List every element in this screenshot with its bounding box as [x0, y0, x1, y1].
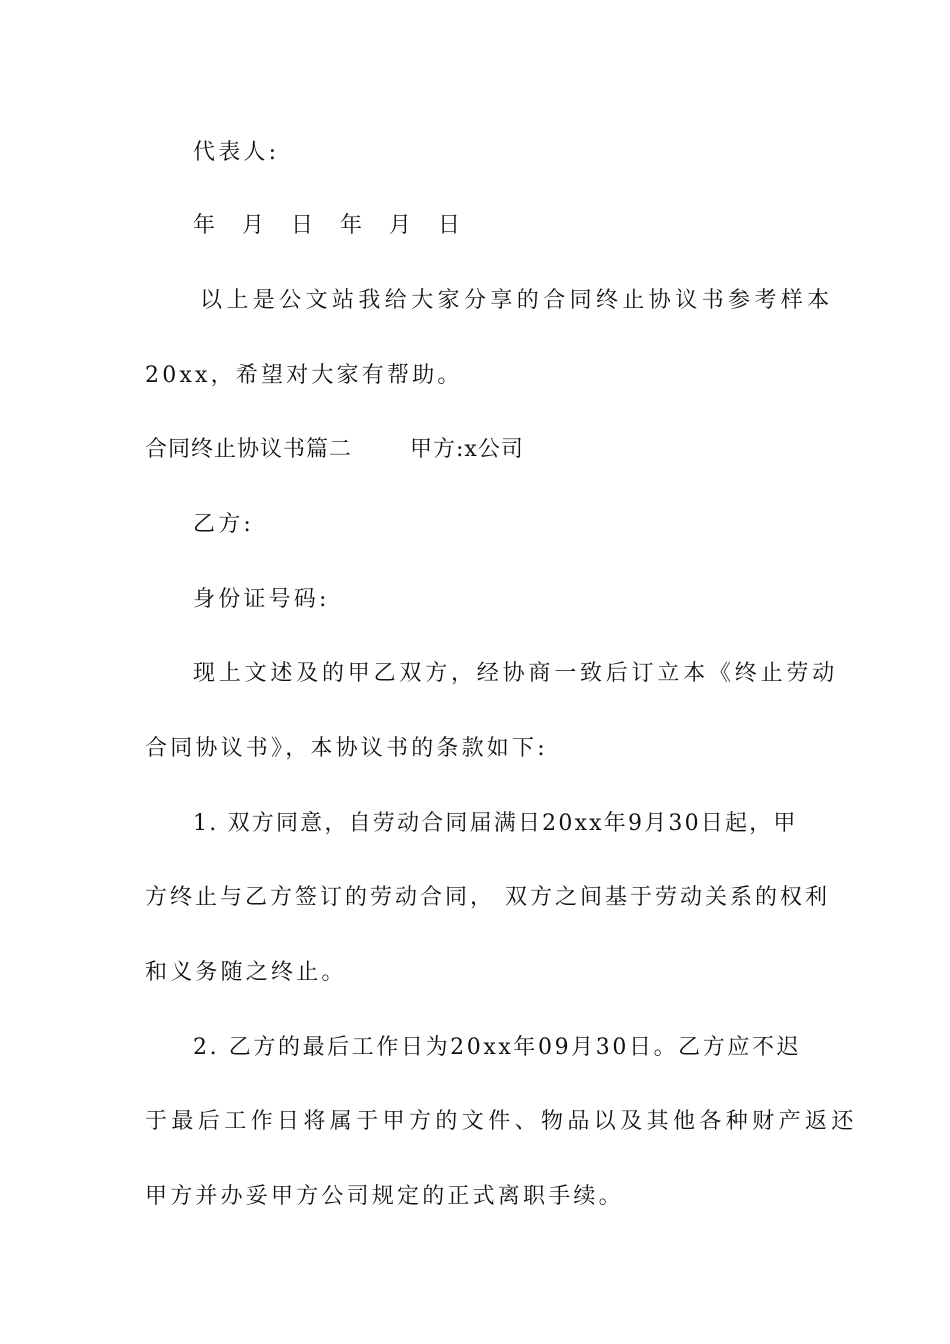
paragraph-1-line-2: 合同协议书》，本协议书的条款如下: [145, 736, 548, 761]
party-a-line: 甲方:x公司 [410, 437, 524, 462]
clause-2-line-3: 甲方并办妥甲方公司规定的正式离职手续。 [145, 1184, 624, 1209]
clause-2-line-1: 2. 乙方的最后工作日为20xx年09月30日。乙方应不迟 [193, 1035, 802, 1060]
clause-1-line-2: 方终止与乙方签订的劳动合同， 双方之间基于劳动关系的权利 [145, 885, 830, 910]
date-line: 年 月 日 年 月 日 [193, 213, 470, 238]
paragraph-intro-line-2: 20xx，希望对大家有帮助。 [145, 363, 463, 388]
clause-1-line-1: 1. 双方同意，自劳动合同届满日20xx年9月30日起，甲 [193, 811, 798, 836]
paragraph-intro-line-1: 以上是公文站我给大家分享的合同终止协议书参考样本 [200, 288, 834, 313]
paragraph-1-line-1: 现上文述及的甲乙双方，经协商一致后订立本《终止劳动 [193, 661, 839, 686]
party-b-line: 乙方: [193, 512, 255, 537]
id-number-line: 身份证号码: [193, 587, 330, 612]
section-heading: 合同终止协议书篇二 [145, 437, 353, 462]
representative-line: 代表人: [193, 140, 280, 165]
clause-1-line-3: 和义务随之终止。 [145, 960, 347, 985]
clause-2-line-2: 于最后工作日将属于甲方的文件、物品以及其他各种财产返还 [145, 1109, 858, 1134]
